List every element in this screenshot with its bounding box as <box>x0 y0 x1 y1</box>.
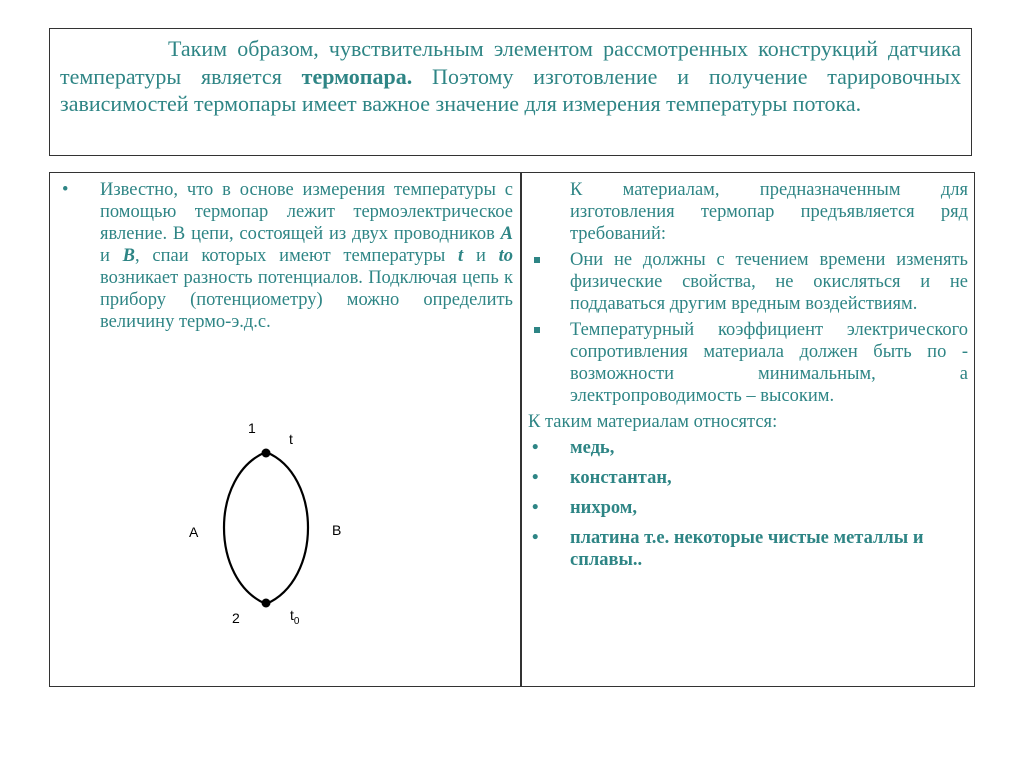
column-divider <box>520 173 522 686</box>
conductor-a: A <box>500 224 513 244</box>
text: возникает разность потенциалов. Подключая цепь к прибору (потенциометру) можно определить величину термо-э.д.с. <box>100 268 513 332</box>
temp-t-label: t <box>289 431 293 447</box>
text: К материалам, предназначенным для изготовления термопар предъявляется ряд требований: <box>570 180 968 244</box>
junction-1-label: 1 <box>248 420 256 436</box>
temp-t: t <box>458 246 464 266</box>
text: константан, <box>570 468 672 488</box>
thermoelectric-bullet <box>58 179 513 333</box>
temp-t0-base: t <box>290 607 294 623</box>
text: нихром, <box>570 498 637 518</box>
material-item <box>528 437 968 459</box>
bullet-icon: • <box>532 528 539 548</box>
conductor-a-label: A <box>189 524 199 540</box>
intro-bold-term: термопара. <box>301 63 413 89</box>
text: Температурный коэффициент электрического сопротивления материала должен быть по - возможности минимальным, а электропроводимость – высоким. <box>570 320 968 406</box>
bullet-icon: • <box>532 498 539 518</box>
text: Известно, что в основе измерения температуры с помощью термопар лежит термоэлектрическое явление. В цепи, состоящей из двух проводников <box>100 180 513 244</box>
square-bullet-icon <box>534 257 540 263</box>
text: и <box>100 246 123 266</box>
material-item <box>528 467 968 489</box>
conductor-b-wire <box>266 452 308 604</box>
materials-heading: К таким материалам относятся: <box>528 412 778 432</box>
thermocouple-diagram <box>180 415 342 630</box>
junction-2-label: 2 <box>232 610 240 626</box>
text: , спаи которых имеют температуры <box>135 246 459 266</box>
bullet-icon: • <box>532 468 539 488</box>
material-item <box>528 527 968 571</box>
square-bullet-icon <box>534 327 540 333</box>
temp-t0-subscript: 0 <box>293 615 300 627</box>
intro-paragraph <box>60 35 961 118</box>
junction-2-dot <box>262 599 271 608</box>
text: платина т.е. некоторые чистые металлы и сплавы.. <box>570 528 924 570</box>
thermocouple-circuit <box>180 415 320 630</box>
requirement-item <box>528 319 968 407</box>
text: Они не должны с течением времени изменять физические свойства, не окисляться и не поддаваться другим вредным воздействиям. <box>570 250 968 314</box>
text: и <box>463 246 499 266</box>
junction-1-dot <box>262 449 271 458</box>
intro-text-2: Поэтому изготовление и получение тарировочных зависимостей термопары имеет важное значение для измерения температуры потока. <box>60 63 961 116</box>
material-item <box>528 497 968 519</box>
conductor-b-label: B <box>332 522 342 538</box>
intro-box <box>49 28 972 156</box>
right-column <box>528 179 968 575</box>
requirement-item <box>528 249 968 315</box>
left-column <box>58 179 513 333</box>
text: медь, <box>570 438 615 458</box>
bullet-icon: • <box>62 180 69 200</box>
intro-text-1: Таким образом, чувствительным элементом рассмотренных конструкций датчика температуры является <box>60 36 961 89</box>
bullet-icon: • <box>532 438 539 458</box>
requirements-intro <box>528 179 968 245</box>
conductor-a-wire <box>224 452 266 604</box>
temp-t0-label <box>290 607 299 627</box>
temp-to: to <box>498 246 513 266</box>
conductor-b: B <box>122 246 135 266</box>
